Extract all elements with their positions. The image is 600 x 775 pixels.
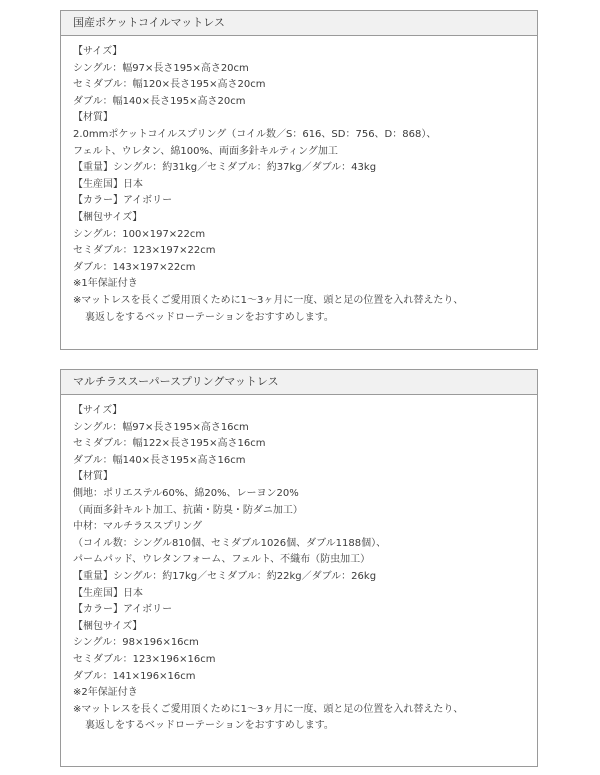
spec-line: 【サイズ】 <box>73 46 123 57</box>
spec-line: 【生産国】日本 <box>73 178 143 190</box>
spec-line: 【梱包サイズ】 <box>73 620 143 632</box>
spec-line: 【材質】 <box>73 112 113 124</box>
spec-line: 【サイズ】 <box>73 405 123 416</box>
spec-line: セミダブル：幅122×長さ195×高さ16cm <box>73 438 266 450</box>
spec-line: ダブル：141×196×16cm <box>73 670 196 682</box>
spec-line: フェルト、ウレタン、綿100%、両面多針キルティング加工 <box>73 145 338 157</box>
spec-line: シングル：100×197×22cm <box>73 228 206 240</box>
spec-line: セミダブル：123×197×22cm <box>73 245 216 257</box>
spec-line: 【重量】シングル：約17kg／セミダブル：約22kg／ダブル：26kg <box>73 570 377 582</box>
spec-line: ダブル：143×197×22cm <box>73 261 196 273</box>
spec-body <box>61 36 537 326</box>
spec-line: ダブル：幅140×長さ195×高さ16cm <box>73 454 246 466</box>
spec-line: （コイル数：シングル810個、セミダブル1026個、ダブル1188個）、 <box>73 537 387 549</box>
spec-title: 国産ポケットコイルマットレス <box>61 11 537 36</box>
spec-line: 【材質】 <box>73 471 113 483</box>
spec-line: ※2年保証付き <box>73 687 138 699</box>
spec-body <box>61 395 537 735</box>
spec-line: 【カラー】アイボリー <box>73 195 173 207</box>
spec-line: シングル：幅97×長さ195×高さ20cm <box>73 62 249 74</box>
spec-line: セミダブル：123×196×16cm <box>73 653 216 665</box>
spec-line: 裏返しをするベッドローテーションをおすすめします。 <box>85 311 334 323</box>
spec-line: シングル：98×196×16cm <box>73 637 199 649</box>
spec-line: 側地：ポリエステル60%、綿20%、レーヨン20% <box>73 487 299 499</box>
spec-title: マルチラススーパースプリングマットレス <box>61 370 537 395</box>
spec-line: ※マットレスを長くご愛用頂くために1～3ヶ月に一度、頭と足の位置を入れ替えたり、 <box>73 294 464 306</box>
spec-line: シングル：幅97×長さ195×高さ16cm <box>73 421 249 433</box>
spec-line: パームパッド、ウレタンフォーム、フェルト、不織布（防虫加工） <box>73 554 371 566</box>
spec-line: セミダブル：幅120×長さ195×高さ20cm <box>73 79 266 91</box>
spec-line: 裏返しをするベッドローテーションをおすすめします。 <box>85 720 334 732</box>
spec-line: 【梱包サイズ】 <box>73 211 143 223</box>
spec-line: （両面多針キルト加工、抗菌・防臭・防ダニ加工） <box>73 504 303 516</box>
spec-line: 2.0mmポケットコイルスプリング（コイル数／S：616、SD：756、D：868）、 <box>73 128 437 140</box>
spec-line: ※マットレスを長くご愛用頂くために1～3ヶ月に一度、頭と足の位置を入れ替えたり、 <box>73 703 464 715</box>
spec-line: ※1年保証付き <box>73 278 138 290</box>
spec-box-multi-spring <box>60 369 538 767</box>
spec-box-pocket-coil <box>60 10 538 350</box>
spec-line: 【生産国】日本 <box>73 587 143 599</box>
spec-line: ダブル：幅140×長さ195×高さ20cm <box>73 95 246 107</box>
spec-line: 【カラー】アイボリー <box>73 604 173 616</box>
spec-line: 中材：マルチラススプリング <box>73 521 203 533</box>
spec-line: 【重量】シングル：約31kg／セミダブル：約37kg／ダブル：43kg <box>73 162 377 174</box>
